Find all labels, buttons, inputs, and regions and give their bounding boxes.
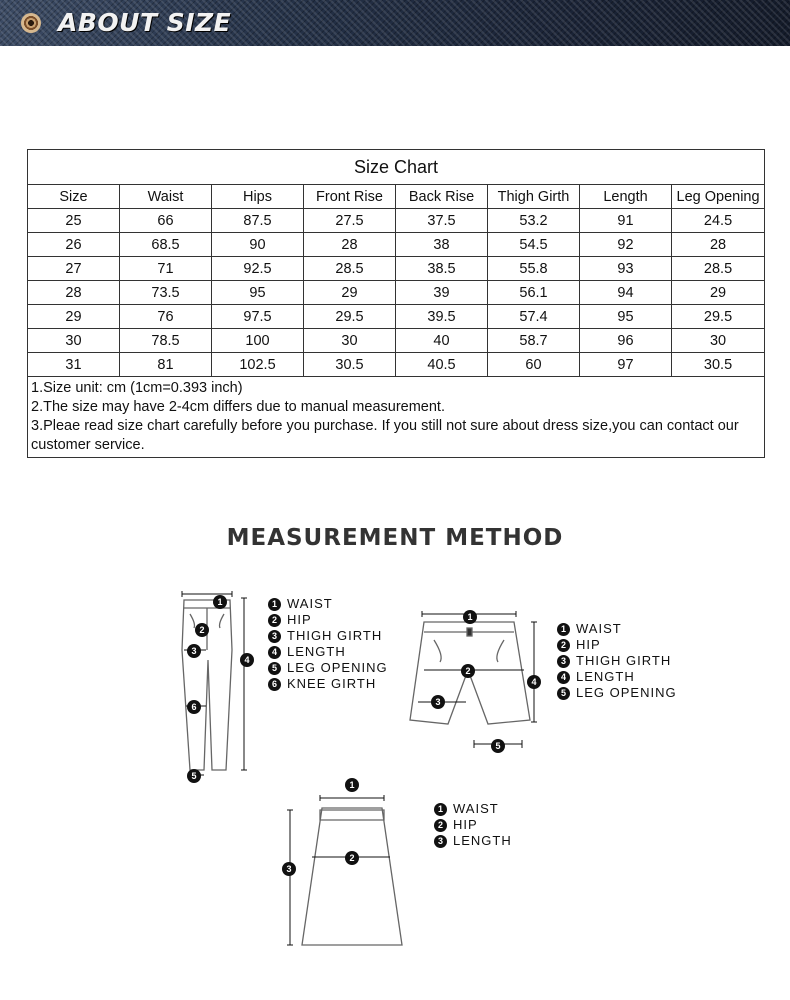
table-cell: 66: [120, 209, 212, 233]
table-cell: 95: [212, 281, 304, 305]
legend-label: LENGTH: [453, 833, 512, 848]
table-row: [28, 257, 765, 281]
table-cell: 39.5: [396, 305, 488, 329]
number-badge: 2: [557, 639, 570, 652]
table-row: [28, 305, 765, 329]
table-cell: 55.8: [488, 257, 580, 281]
legend-item: [268, 612, 388, 628]
measurement-method-title: MEASUREMENT METHOD: [226, 525, 564, 551]
table-cell: 29: [28, 305, 120, 329]
number-badge: 1: [268, 598, 281, 611]
skirt-legend: [434, 801, 512, 849]
size-chart-title: Size Chart: [28, 150, 765, 185]
table-cell: 97: [580, 353, 672, 377]
svg-text:2: 2: [199, 625, 205, 635]
legend-label: WAIST: [453, 801, 499, 816]
legend-item: [268, 676, 388, 692]
table-cell: 97.5: [212, 305, 304, 329]
number-badge: 5: [268, 662, 281, 675]
table-cell: 100: [212, 329, 304, 353]
legend-label: THIGH GIRTH: [576, 653, 672, 668]
svg-text:5: 5: [495, 741, 501, 751]
table-cell: 30: [672, 329, 765, 353]
table-cell: 93: [580, 257, 672, 281]
svg-text:4: 4: [531, 677, 537, 687]
table-cell: 29: [304, 281, 396, 305]
svg-text:2: 2: [465, 666, 471, 676]
table-cell: 28.5: [672, 257, 765, 281]
column-header: Hips: [212, 185, 304, 209]
column-header: Back Rise: [396, 185, 488, 209]
pants-illustration: [170, 590, 265, 785]
legend-label: WAIST: [287, 596, 333, 611]
table-cell: 40.5: [396, 353, 488, 377]
banner-title: ABOUT SIZE: [58, 8, 232, 37]
table-cell: 39: [396, 281, 488, 305]
table-cell: 96: [580, 329, 672, 353]
table-cell: 102.5: [212, 353, 304, 377]
table-cell: 30.5: [304, 353, 396, 377]
table-cell: 28.5: [304, 257, 396, 281]
legend-item: [434, 833, 512, 849]
legend-item: [268, 628, 388, 644]
table-cell: 57.4: [488, 305, 580, 329]
svg-text:1: 1: [467, 612, 473, 622]
table-cell: 91: [580, 209, 672, 233]
note-line: 1.Size unit: cm (1cm=0.393 inch): [31, 380, 243, 396]
number-badge: 3: [557, 655, 570, 668]
table-cell: 26: [28, 233, 120, 257]
column-header: Thigh Girth: [488, 185, 580, 209]
about-size-banner: [0, 0, 790, 46]
table-cell: 37.5: [396, 209, 488, 233]
table-cell: 94: [580, 281, 672, 305]
number-badge: 3: [434, 835, 447, 848]
table-cell: 95: [580, 305, 672, 329]
table-cell: 92: [580, 233, 672, 257]
legend-label: WAIST: [576, 621, 622, 636]
number-badge: 2: [434, 819, 447, 832]
legend-label: HIP: [287, 612, 312, 627]
column-header: Size: [28, 185, 120, 209]
table-cell: 73.5: [120, 281, 212, 305]
pants-legend: [268, 596, 388, 692]
legend-label: LENGTH: [576, 669, 635, 684]
table-cell: 28: [304, 233, 396, 257]
legend-item: [434, 801, 512, 817]
table-cell: 29.5: [672, 305, 765, 329]
svg-text:3: 3: [435, 697, 441, 707]
svg-text:5: 5: [191, 771, 197, 781]
size-chart-table: [27, 149, 765, 458]
legend-item: [557, 637, 677, 653]
svg-text:2: 2: [349, 853, 355, 863]
legend-label: HIP: [453, 817, 478, 832]
table-cell: 40: [396, 329, 488, 353]
rivet-icon: [21, 13, 41, 33]
shorts-illustration: [404, 610, 554, 760]
table-row: [28, 209, 765, 233]
legend-item: [434, 817, 512, 833]
table-cell: 76: [120, 305, 212, 329]
table-cell: 90: [212, 233, 304, 257]
table-cell: 27.5: [304, 209, 396, 233]
table-cell: 54.5: [488, 233, 580, 257]
number-badge: 4: [557, 671, 570, 684]
table-cell: 38.5: [396, 257, 488, 281]
number-badge: 6: [268, 678, 281, 691]
svg-text:3: 3: [191, 646, 197, 656]
table-cell: 68.5: [120, 233, 212, 257]
header-row: [28, 185, 765, 209]
legend-label: LEG OPENING: [576, 685, 677, 700]
svg-text:4: 4: [244, 655, 250, 665]
table-cell: 53.2: [488, 209, 580, 233]
table-row: [28, 281, 765, 305]
table-cell: 29: [672, 281, 765, 305]
svg-text:1: 1: [349, 780, 355, 790]
note-line: 3.Pleae read size chart carefully before you purchase. If you still not sure about dress size,you can contact our customer service.: [31, 418, 739, 453]
table-cell: 71: [120, 257, 212, 281]
legend-item: [268, 660, 388, 676]
number-badge: 2: [268, 614, 281, 627]
legend-item: [557, 653, 677, 669]
table-cell: 24.5: [672, 209, 765, 233]
svg-text:3: 3: [286, 864, 292, 874]
table-cell: 87.5: [212, 209, 304, 233]
svg-text:1: 1: [217, 597, 223, 607]
table-cell: 28: [672, 233, 765, 257]
table-cell: 30: [304, 329, 396, 353]
table-cell: 78.5: [120, 329, 212, 353]
shorts-legend: [557, 621, 677, 701]
legend-item: [557, 685, 677, 701]
number-badge: 5: [557, 687, 570, 700]
legend-label: LENGTH: [287, 644, 346, 659]
number-badge: 1: [434, 803, 447, 816]
table-cell: 31: [28, 353, 120, 377]
column-header: Waist: [120, 185, 212, 209]
table-row: [28, 233, 765, 257]
number-badge: 1: [557, 623, 570, 636]
table-row: [28, 329, 765, 353]
legend-label: THIGH GIRTH: [287, 628, 383, 643]
legend-item: [557, 669, 677, 685]
legend-item: [268, 596, 388, 612]
table-cell: 28: [28, 281, 120, 305]
column-header: Leg Opening: [672, 185, 765, 209]
number-badge: 3: [268, 630, 281, 643]
table-cell: 38: [396, 233, 488, 257]
table-cell: 58.7: [488, 329, 580, 353]
table-cell: 56.1: [488, 281, 580, 305]
size-notes: [28, 377, 765, 458]
legend-label: KNEE GIRTH: [287, 676, 377, 691]
column-header: Length: [580, 185, 672, 209]
table-cell: 30: [28, 329, 120, 353]
note-line: 2.The size may have 2-4cm differs due to manual measurement.: [31, 399, 445, 415]
legend-item: [557, 621, 677, 637]
table-cell: 81: [120, 353, 212, 377]
table-cell: 30.5: [672, 353, 765, 377]
table-cell: 60: [488, 353, 580, 377]
table-cell: 92.5: [212, 257, 304, 281]
table-row: [28, 353, 765, 377]
svg-text:6: 6: [191, 702, 197, 712]
table-cell: 25: [28, 209, 120, 233]
skirt-illustration: [272, 770, 412, 955]
table-cell: 29.5: [304, 305, 396, 329]
column-header: Front Rise: [304, 185, 396, 209]
legend-item: [268, 644, 388, 660]
legend-label: HIP: [576, 637, 601, 652]
table-cell: 27: [28, 257, 120, 281]
legend-label: LEG OPENING: [287, 660, 388, 675]
number-badge: 4: [268, 646, 281, 659]
